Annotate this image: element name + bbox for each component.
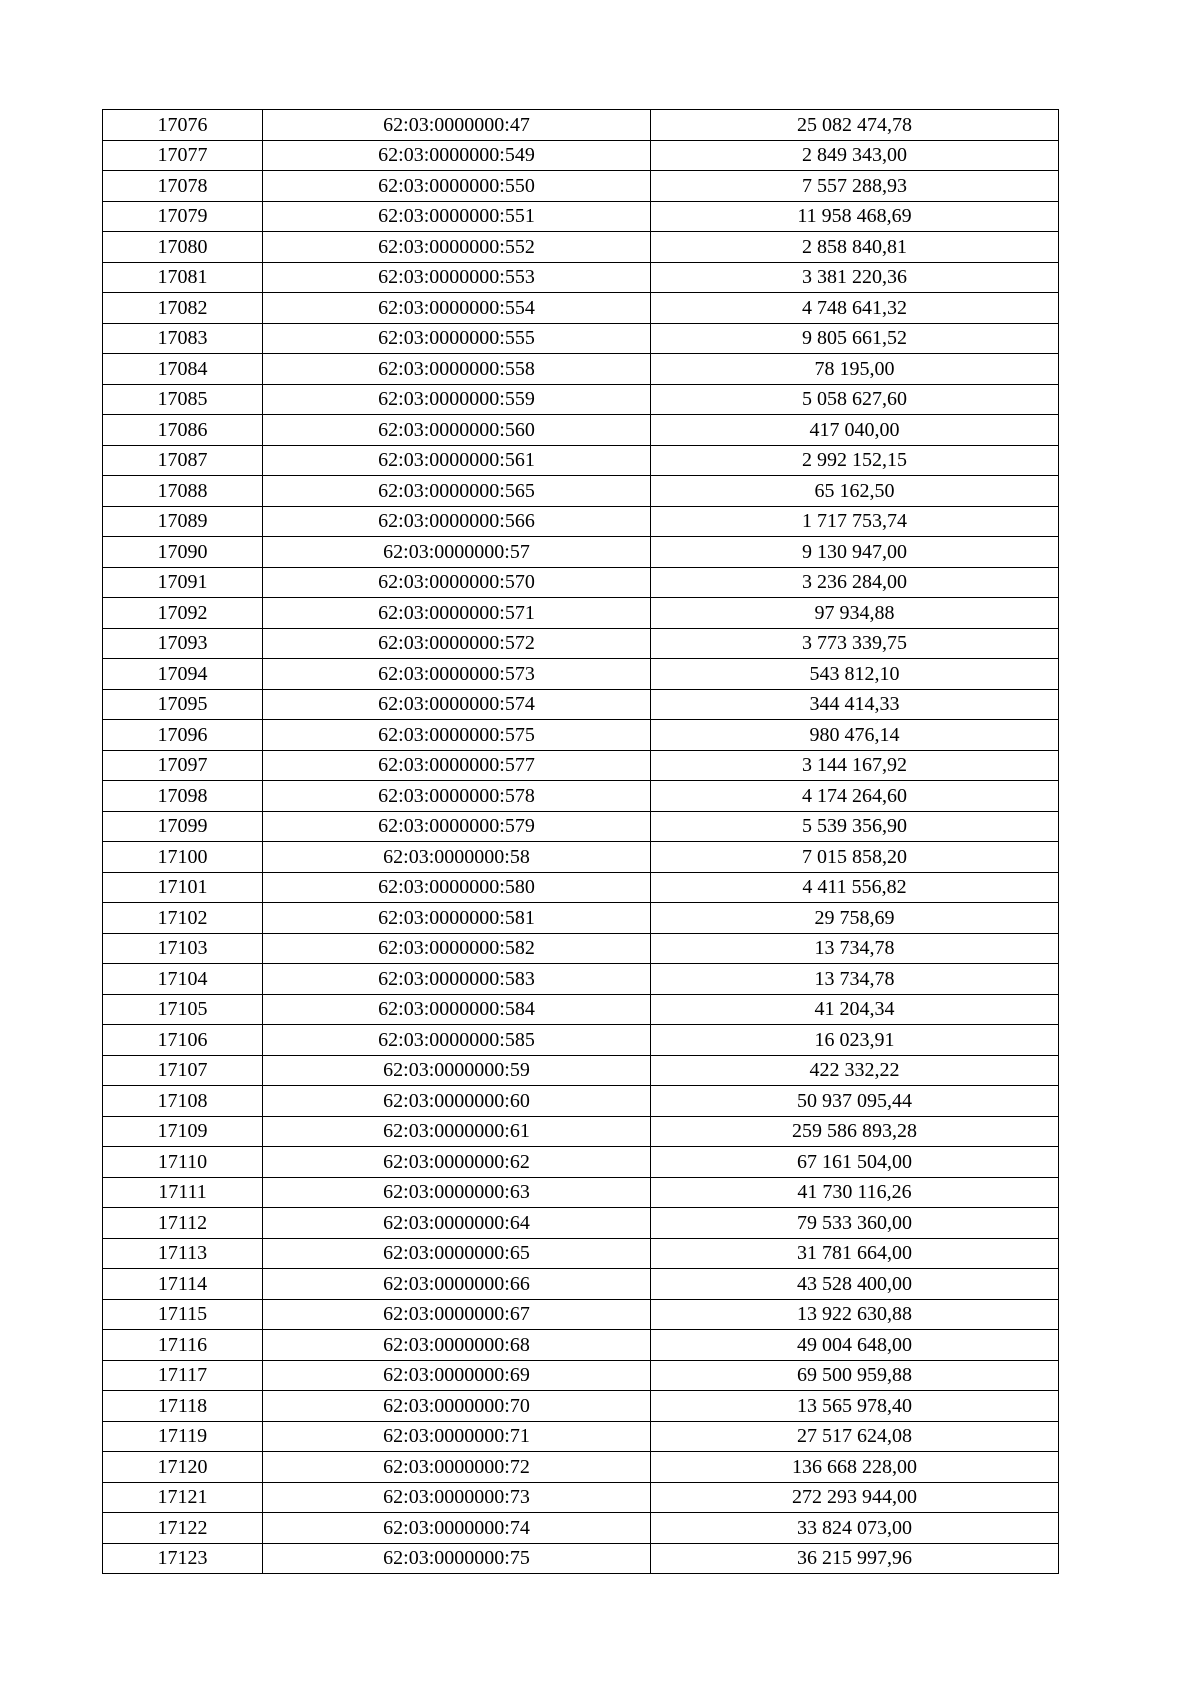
cadastral-number-cell: 62:03:0000000:75 [263, 1543, 651, 1574]
cadastral-number-cell: 62:03:0000000:67 [263, 1299, 651, 1330]
cadastral-number-cell: 62:03:0000000:565 [263, 476, 651, 507]
row-number-cell: 17090 [103, 537, 263, 568]
value-cell: 272 293 944,00 [651, 1482, 1059, 1513]
table-row [103, 140, 1059, 171]
table-row [103, 598, 1059, 629]
value-cell: 50 937 095,44 [651, 1086, 1059, 1117]
cadastral-value-table [102, 109, 1059, 1574]
value-cell: 5 539 356,90 [651, 811, 1059, 842]
value-cell: 2 849 343,00 [651, 140, 1059, 171]
table-row [103, 689, 1059, 720]
table-row [103, 567, 1059, 598]
cadastral-number-cell: 62:03:0000000:583 [263, 964, 651, 995]
value-cell: 29 758,69 [651, 903, 1059, 934]
row-number-cell: 17093 [103, 628, 263, 659]
cadastral-number-cell: 62:03:0000000:574 [263, 689, 651, 720]
cadastral-number-cell: 62:03:0000000:63 [263, 1177, 651, 1208]
cadastral-number-cell: 62:03:0000000:552 [263, 232, 651, 263]
row-number-cell: 17101 [103, 872, 263, 903]
value-cell: 4 748 641,32 [651, 293, 1059, 324]
value-cell: 3 381 220,36 [651, 262, 1059, 293]
cadastral-number-cell: 62:03:0000000:58 [263, 842, 651, 873]
cadastral-number-cell: 62:03:0000000:559 [263, 384, 651, 415]
table-row [103, 659, 1059, 690]
cadastral-number-cell: 62:03:0000000:582 [263, 933, 651, 964]
value-cell: 1 717 753,74 [651, 506, 1059, 537]
table-row [103, 415, 1059, 446]
value-cell: 11 958 468,69 [651, 201, 1059, 232]
table-row [103, 262, 1059, 293]
cadastral-number-cell: 62:03:0000000:57 [263, 537, 651, 568]
table-row [103, 1269, 1059, 1300]
cadastral-number-cell: 62:03:0000000:74 [263, 1513, 651, 1544]
table-row [103, 933, 1059, 964]
row-number-cell: 17103 [103, 933, 263, 964]
row-number-cell: 17078 [103, 171, 263, 202]
value-cell: 3 236 284,00 [651, 567, 1059, 598]
cadastral-number-cell: 62:03:0000000:584 [263, 994, 651, 1025]
row-number-cell: 17099 [103, 811, 263, 842]
table-row [103, 1208, 1059, 1239]
table-row [103, 1055, 1059, 1086]
row-number-cell: 17080 [103, 232, 263, 263]
row-number-cell: 17077 [103, 140, 263, 171]
table-row [103, 1513, 1059, 1544]
cadastral-number-cell: 62:03:0000000:561 [263, 445, 651, 476]
row-number-cell: 17111 [103, 1177, 263, 1208]
value-cell: 3 144 167,92 [651, 750, 1059, 781]
cadastral-number-cell: 62:03:0000000:549 [263, 140, 651, 171]
cadastral-number-cell: 62:03:0000000:65 [263, 1238, 651, 1269]
row-number-cell: 17081 [103, 262, 263, 293]
cadastral-number-cell: 62:03:0000000:580 [263, 872, 651, 903]
value-cell: 7 015 858,20 [651, 842, 1059, 873]
table-row [103, 1543, 1059, 1574]
cadastral-number-cell: 62:03:0000000:71 [263, 1421, 651, 1452]
cadastral-number-cell: 62:03:0000000:558 [263, 354, 651, 385]
value-cell: 27 517 624,08 [651, 1421, 1059, 1452]
value-cell: 69 500 959,88 [651, 1360, 1059, 1391]
cadastral-number-cell: 62:03:0000000:577 [263, 750, 651, 781]
value-cell: 2 992 152,15 [651, 445, 1059, 476]
value-cell: 4 411 556,82 [651, 872, 1059, 903]
value-cell: 259 586 893,28 [651, 1116, 1059, 1147]
table-row [103, 232, 1059, 263]
table-row [103, 323, 1059, 354]
row-number-cell: 17105 [103, 994, 263, 1025]
cadastral-number-cell: 62:03:0000000:59 [263, 1055, 651, 1086]
table-row [103, 110, 1059, 141]
value-cell: 41 730 116,26 [651, 1177, 1059, 1208]
value-cell: 41 204,34 [651, 994, 1059, 1025]
row-number-cell: 17083 [103, 323, 263, 354]
row-number-cell: 17098 [103, 781, 263, 812]
row-number-cell: 17113 [103, 1238, 263, 1269]
cadastral-number-cell: 62:03:0000000:555 [263, 323, 651, 354]
table-row [103, 384, 1059, 415]
value-cell: 97 934,88 [651, 598, 1059, 629]
table-row [103, 1421, 1059, 1452]
cadastral-number-cell: 62:03:0000000:585 [263, 1025, 651, 1056]
cadastral-number-cell: 62:03:0000000:73 [263, 1482, 651, 1513]
row-number-cell: 17121 [103, 1482, 263, 1513]
cadastral-number-cell: 62:03:0000000:581 [263, 903, 651, 934]
cadastral-number-cell: 62:03:0000000:551 [263, 201, 651, 232]
row-number-cell: 17109 [103, 1116, 263, 1147]
row-number-cell: 17116 [103, 1330, 263, 1361]
cadastral-number-cell: 62:03:0000000:64 [263, 1208, 651, 1239]
cadastral-number-cell: 62:03:0000000:566 [263, 506, 651, 537]
row-number-cell: 17091 [103, 567, 263, 598]
table-row [103, 293, 1059, 324]
value-cell: 136 668 228,00 [651, 1452, 1059, 1483]
cadastral-number-cell: 62:03:0000000:61 [263, 1116, 651, 1147]
value-cell: 67 161 504,00 [651, 1147, 1059, 1178]
value-cell: 43 528 400,00 [651, 1269, 1059, 1300]
table-row [103, 171, 1059, 202]
value-cell: 33 824 073,00 [651, 1513, 1059, 1544]
cadastral-number-cell: 62:03:0000000:553 [263, 262, 651, 293]
row-number-cell: 17104 [103, 964, 263, 995]
cadastral-number-cell: 62:03:0000000:60 [263, 1086, 651, 1117]
row-number-cell: 17092 [103, 598, 263, 629]
value-cell: 3 773 339,75 [651, 628, 1059, 659]
table-row [103, 1391, 1059, 1422]
value-cell: 36 215 997,96 [651, 1543, 1059, 1574]
cadastral-number-cell: 62:03:0000000:571 [263, 598, 651, 629]
table-row [103, 1482, 1059, 1513]
row-number-cell: 17122 [103, 1513, 263, 1544]
table-row [103, 842, 1059, 873]
row-number-cell: 17102 [103, 903, 263, 934]
value-cell: 13 922 630,88 [651, 1299, 1059, 1330]
cadastral-number-cell: 62:03:0000000:572 [263, 628, 651, 659]
cadastral-number-cell: 62:03:0000000:70 [263, 1391, 651, 1422]
cadastral-number-cell: 62:03:0000000:68 [263, 1330, 651, 1361]
row-number-cell: 17117 [103, 1360, 263, 1391]
row-number-cell: 17076 [103, 110, 263, 141]
row-number-cell: 17118 [103, 1391, 263, 1422]
table-row [103, 476, 1059, 507]
table-row [103, 1025, 1059, 1056]
cadastral-number-cell: 62:03:0000000:69 [263, 1360, 651, 1391]
row-number-cell: 17112 [103, 1208, 263, 1239]
value-cell: 13 565 978,40 [651, 1391, 1059, 1422]
cadastral-number-cell: 62:03:0000000:578 [263, 781, 651, 812]
row-number-cell: 17096 [103, 720, 263, 751]
row-number-cell: 17110 [103, 1147, 263, 1178]
cadastral-number-cell: 62:03:0000000:62 [263, 1147, 651, 1178]
row-number-cell: 17097 [103, 750, 263, 781]
value-cell: 422 332,22 [651, 1055, 1059, 1086]
row-number-cell: 17119 [103, 1421, 263, 1452]
table-row [103, 720, 1059, 751]
value-cell: 13 734,78 [651, 933, 1059, 964]
table-row [103, 1116, 1059, 1147]
row-number-cell: 17107 [103, 1055, 263, 1086]
table-row [103, 628, 1059, 659]
row-number-cell: 17115 [103, 1299, 263, 1330]
table-row [103, 201, 1059, 232]
value-cell: 344 414,33 [651, 689, 1059, 720]
row-number-cell: 17095 [103, 689, 263, 720]
cadastral-number-cell: 62:03:0000000:560 [263, 415, 651, 446]
cadastral-number-cell: 62:03:0000000:72 [263, 1452, 651, 1483]
value-cell: 13 734,78 [651, 964, 1059, 995]
table-row [103, 1238, 1059, 1269]
value-cell: 25 082 474,78 [651, 110, 1059, 141]
table-row [103, 1299, 1059, 1330]
value-cell: 417 040,00 [651, 415, 1059, 446]
cadastral-number-cell: 62:03:0000000:573 [263, 659, 651, 690]
row-number-cell: 17094 [103, 659, 263, 690]
value-cell: 79 533 360,00 [651, 1208, 1059, 1239]
row-number-cell: 17085 [103, 384, 263, 415]
row-number-cell: 17079 [103, 201, 263, 232]
table-row [103, 1177, 1059, 1208]
row-number-cell: 17082 [103, 293, 263, 324]
value-cell: 9 130 947,00 [651, 537, 1059, 568]
value-cell: 5 058 627,60 [651, 384, 1059, 415]
row-number-cell: 17084 [103, 354, 263, 385]
value-cell: 4 174 264,60 [651, 781, 1059, 812]
table-row [103, 354, 1059, 385]
value-cell: 980 476,14 [651, 720, 1059, 751]
cadastral-number-cell: 62:03:0000000:579 [263, 811, 651, 842]
row-number-cell: 17114 [103, 1269, 263, 1300]
cadastral-number-cell: 62:03:0000000:66 [263, 1269, 651, 1300]
table-row [103, 1330, 1059, 1361]
row-number-cell: 17108 [103, 1086, 263, 1117]
row-number-cell: 17100 [103, 842, 263, 873]
value-cell: 2 858 840,81 [651, 232, 1059, 263]
cadastral-number-cell: 62:03:0000000:570 [263, 567, 651, 598]
value-cell: 16 023,91 [651, 1025, 1059, 1056]
table-row [103, 1360, 1059, 1391]
table-row [103, 872, 1059, 903]
table-row [103, 811, 1059, 842]
table-row [103, 994, 1059, 1025]
table-row [103, 445, 1059, 476]
table-row [103, 781, 1059, 812]
cadastral-number-cell: 62:03:0000000:550 [263, 171, 651, 202]
row-number-cell: 17088 [103, 476, 263, 507]
value-cell: 65 162,50 [651, 476, 1059, 507]
row-number-cell: 17123 [103, 1543, 263, 1574]
value-cell: 49 004 648,00 [651, 1330, 1059, 1361]
row-number-cell: 17089 [103, 506, 263, 537]
value-cell: 78 195,00 [651, 354, 1059, 385]
row-number-cell: 17120 [103, 1452, 263, 1483]
row-number-cell: 17086 [103, 415, 263, 446]
table-row [103, 903, 1059, 934]
table-row [103, 964, 1059, 995]
value-cell: 9 805 661,52 [651, 323, 1059, 354]
row-number-cell: 17106 [103, 1025, 263, 1056]
table-row [103, 750, 1059, 781]
value-cell: 31 781 664,00 [651, 1238, 1059, 1269]
cadastral-number-cell: 62:03:0000000:575 [263, 720, 651, 751]
table-row [103, 1086, 1059, 1117]
table-row [103, 1452, 1059, 1483]
table-row [103, 1147, 1059, 1178]
table-body [103, 110, 1059, 1574]
row-number-cell: 17087 [103, 445, 263, 476]
value-cell: 543 812,10 [651, 659, 1059, 690]
table-row [103, 506, 1059, 537]
table-row [103, 537, 1059, 568]
cadastral-number-cell: 62:03:0000000:554 [263, 293, 651, 324]
cadastral-number-cell: 62:03:0000000:47 [263, 110, 651, 141]
value-cell: 7 557 288,93 [651, 171, 1059, 202]
